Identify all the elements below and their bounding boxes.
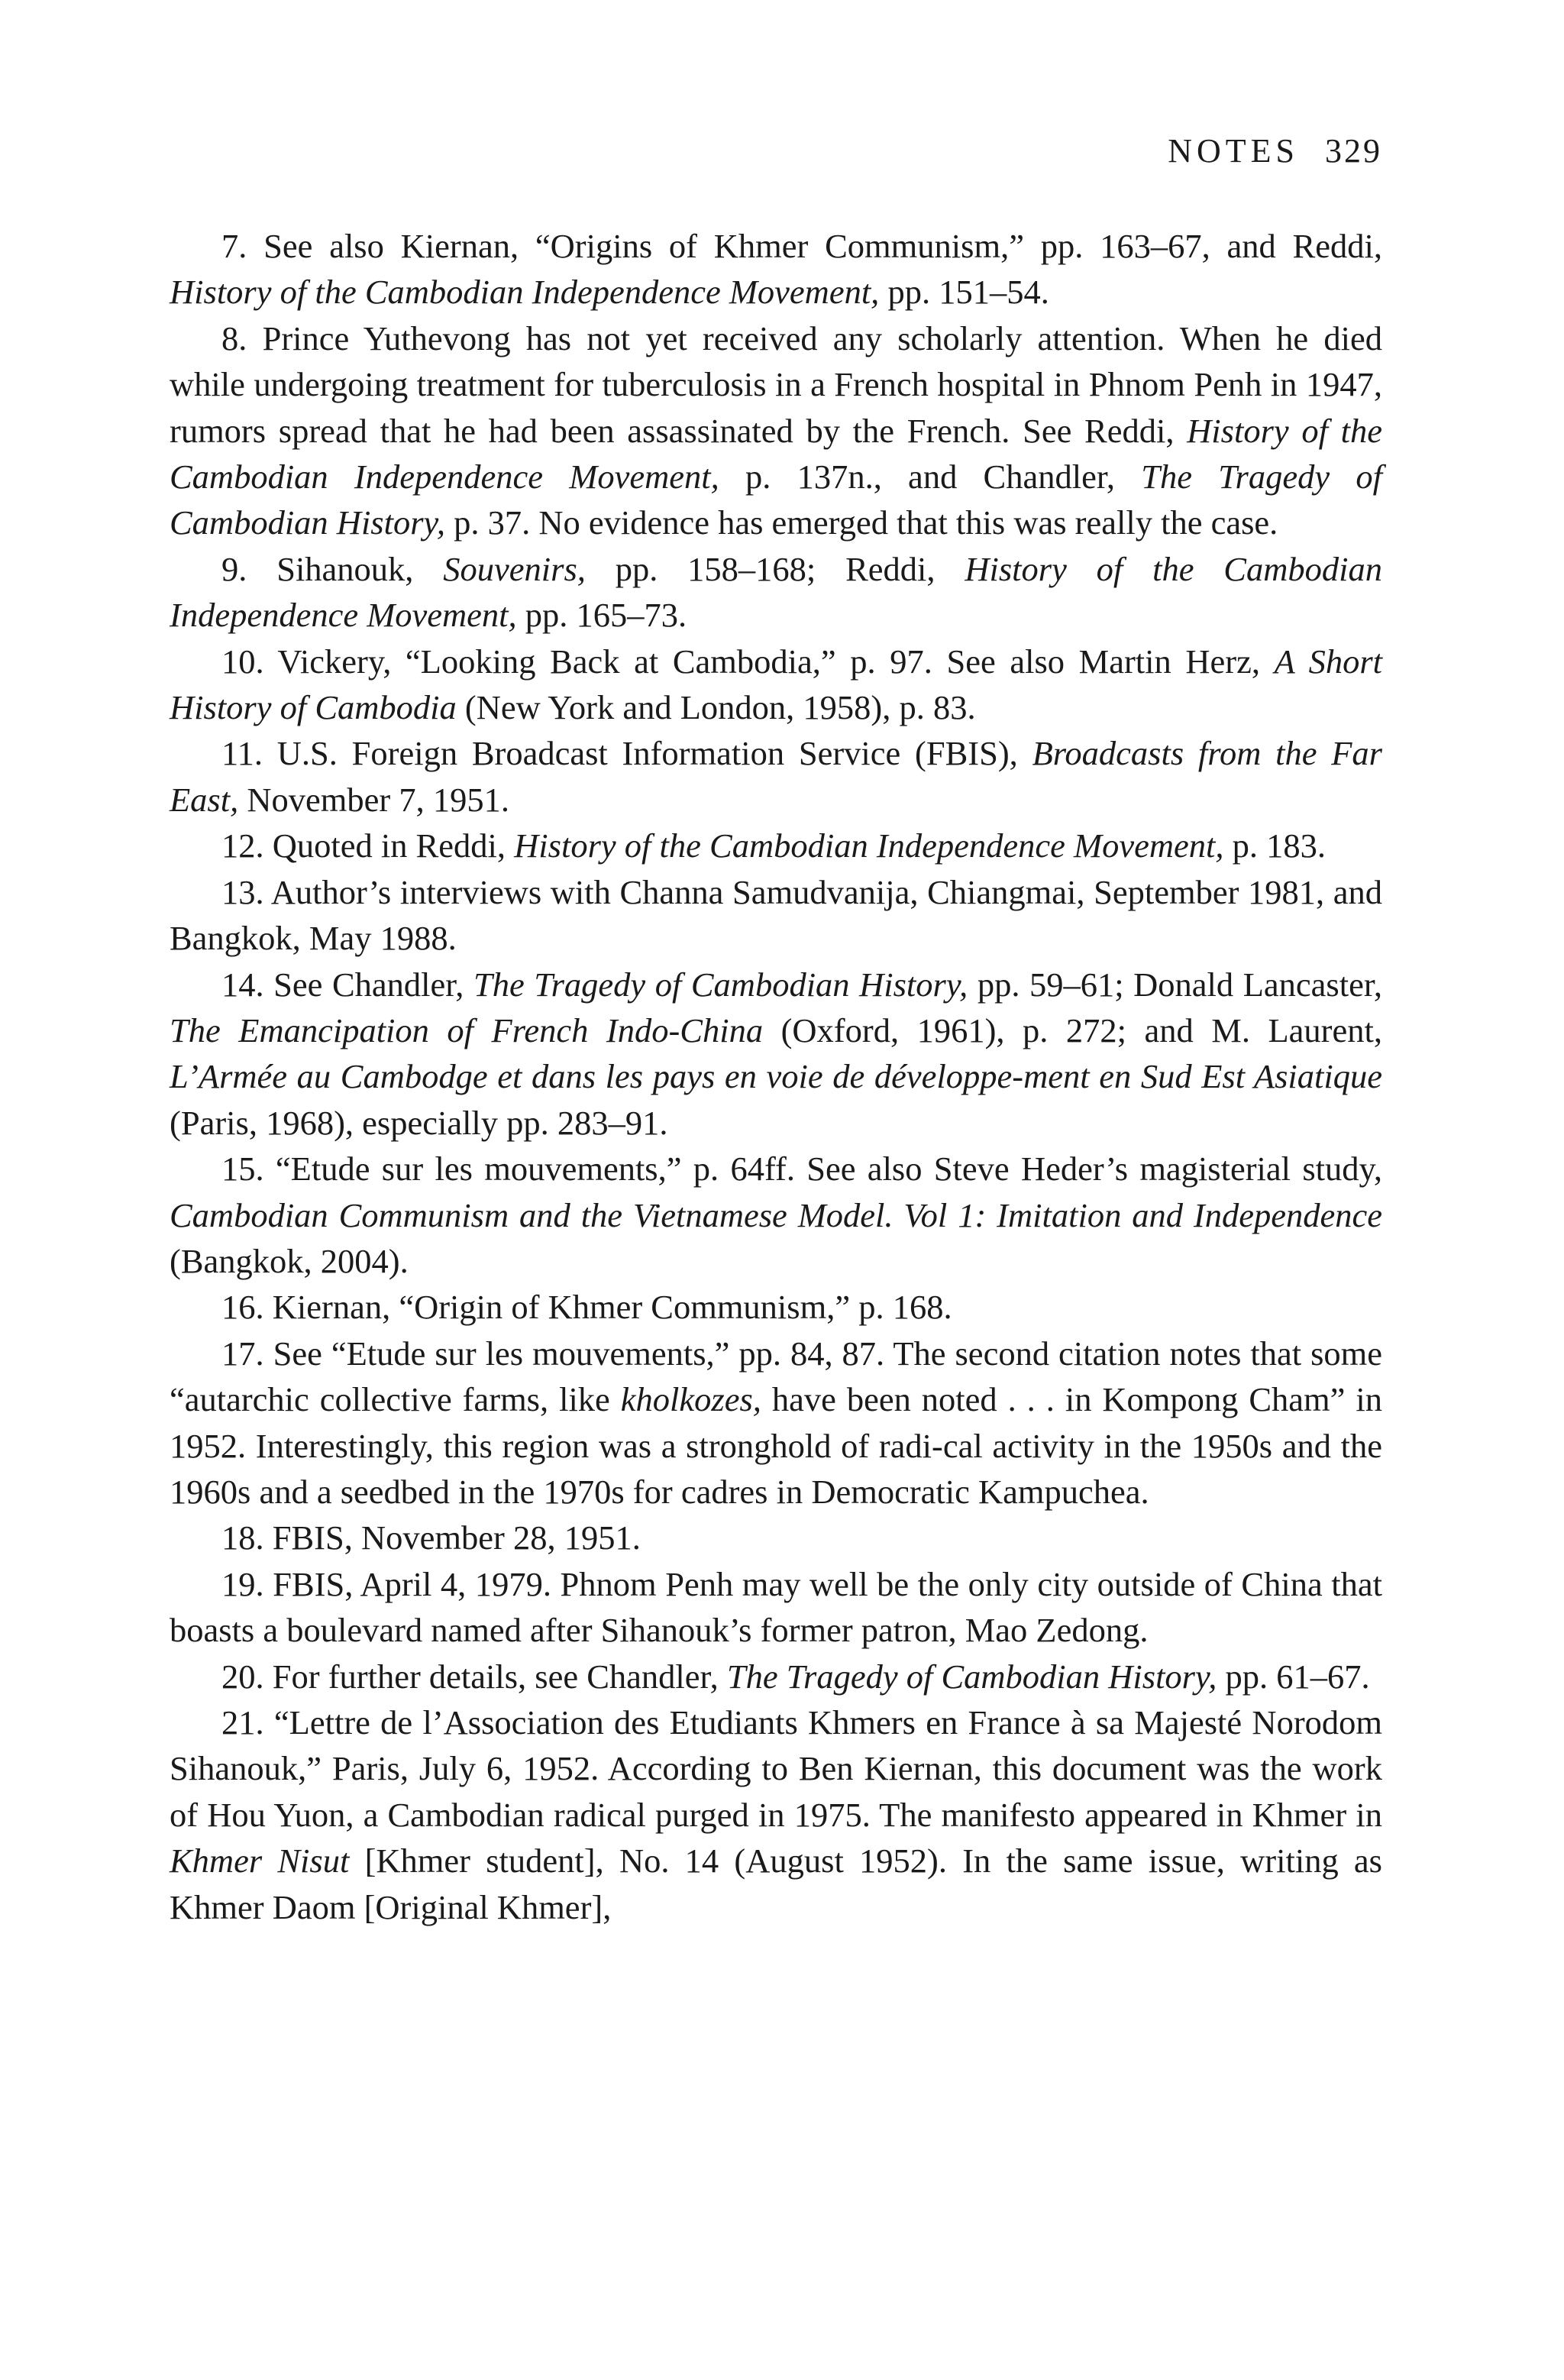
endnote-21: 21. “Lettre de l’Association des Etudiants Khmers en France à sa Majesté Norodom Sihanouk,” Paris, July 6, 1952. According to Ben Kiernan, this document was the work of Hou Yuon, a Cambodian radical purged in 1975. The manifesto appeared in Khmer in Khmer Nisut [Khmer student], No. 14 (August 1952). In the same issue, writing as Khmer Daom [Original Khmer], bbox=[170, 1703, 1382, 1926]
endnote-8: 8. Prince Yuthevong has not yet received any scholarly attention. When he died while undergoing treatment for tuberculosis in a French hospital in Phnom Penh in 1947, rumors spread that he had been assassinated by the French. See Reddi, History of the Cambodian Independence Movement, p. 137n., and Chandler, The Tragedy of Cambodian History, p. 37. No evidence has emerged that this was really the case. bbox=[170, 319, 1382, 542]
endnote-9: 9. Sihanouk, Souvenirs, pp. 158–168; Reddi, History of the Cambodian Independence Movement, pp. 165–73. bbox=[170, 549, 1382, 635]
running-head bbox=[1168, 130, 1382, 173]
endnote-15: 15. “Etude sur les mouvements,” p. 64ff. See also Steve Heder’s magisterial study, Cambodian Communism and the Vietnamese Model. Vol 1: Imitation and Independence (Bangkok, 2004). bbox=[170, 1150, 1382, 1280]
endnote-16: 16. Kiernan, “Origin of Khmer Communism,” p. 168. bbox=[221, 1288, 952, 1327]
endnote-10: 10. Vickery, “Looking Back at Cambodia,” p. 97. See also Martin Herz, A Short History of Cambodia (New York and London, 1958), p. 83. bbox=[170, 642, 1383, 727]
page-number: 329 bbox=[1325, 132, 1382, 170]
endnote-12: 12. Quoted in Reddi, History of the Cambodian Independence Movement, p. 183. bbox=[221, 826, 1326, 865]
endnote-17: 17. See “Etude sur les mouvements,” pp. 84, 87. The second citation notes that some “autarchic collective farms, like kholkozes, have been noted . . . in Kompong Cham” in 1952. Interestingly, this region was a stronghold of radi-cal activity in the 1950s and the 1960s and a seedbed in the 1970s for cadres in Democratic Kampuchea. bbox=[170, 1334, 1382, 1511]
section-title: NOTES bbox=[1168, 132, 1299, 170]
endnote-20: 20. For further details, see Chandler, The Tragedy of Cambodian History, pp. 61–67. bbox=[221, 1657, 1370, 1696]
endnote-19: 19. FBIS, April 4, 1979. Phnom Penh may well be the only city outside of China that boasts a boulevard named after Sihanouk’s former patron, Mao Zedong. bbox=[170, 1564, 1382, 1650]
endnote-7: 7. See also Kiernan, “Origins of Khmer Communism,” pp. 163–67, and Reddi, History of the Cambodian Independence Movement, pp. 151–54. bbox=[170, 227, 1382, 312]
endnotes-body bbox=[170, 223, 1382, 1930]
endnote-14: 14. See Chandler, The Tragedy of Cambodian History, pp. 59–61; Donald Lancaster, The Emancipation of French Indo-China (Oxford, 1961), p. 272; and M. Laurent, L’Armée au Cambodge et dans les pays en voie de développe-ment en Sud Est Asiatique (Paris, 1968), especially pp. 283–91. bbox=[170, 965, 1383, 1142]
endnote-18: 18. FBIS, November 28, 1951. bbox=[221, 1518, 641, 1557]
endnote-13: 13. Author’s interviews with Channa Samudvanija, Chiangmai, September 1981, and Bangkok, May 1988. bbox=[170, 872, 1382, 958]
endnote-11: 11. U.S. Foreign Broadcast Information Service (FBIS), Broadcasts from the Far East, November 7, 1951. bbox=[170, 734, 1382, 819]
